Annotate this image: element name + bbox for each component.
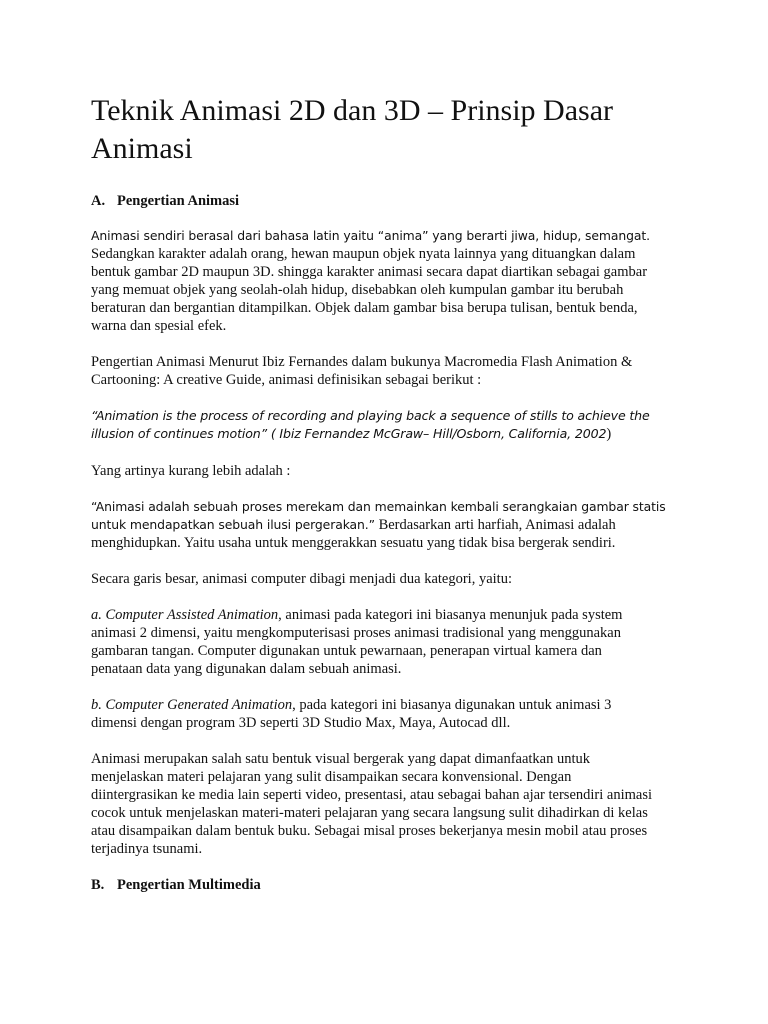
- title-line-1: Teknik Animasi 2D dan 3D – Prinsip Dasar: [91, 94, 614, 127]
- paragraph-category-b: [91, 696, 671, 732]
- quote-line: [91, 425, 671, 443]
- section-heading-b: [91, 876, 671, 894]
- section-letter-a: A.: [91, 193, 106, 209]
- paragraph-line: terjadinya tsunami.: [91, 841, 203, 857]
- english-quote: [91, 407, 671, 443]
- paragraph-line: Animasi merupakan salah satu bentuk visual bergerak yang dapat dimanfaatkan untuk: [91, 751, 591, 767]
- paragraph-definition: [91, 227, 671, 335]
- paragraph-translation: [91, 498, 671, 552]
- paragraph-animation-usage: [91, 750, 671, 858]
- category-a-term: a. Computer Assisted Animation: [91, 607, 279, 623]
- translation-continuation: Berdasarkan arti harfiah, Animasi adalah: [374, 517, 616, 533]
- paragraph-line: Cartooning: A creative Guide, animasi definisikan sebagai berikut :: [91, 372, 482, 388]
- paragraph-line: [91, 606, 671, 624]
- paragraph-line: warna dan spesial efek.: [91, 318, 227, 334]
- paragraph-line: Pengertian Animasi Menurut Ibiz Fernandes dalam bukunya Macromedia Flash Animation &: [91, 354, 633, 370]
- paragraph-line: penataan data yang digunakan dalam sebuah animasi.: [91, 661, 402, 677]
- document-page: [91, 92, 671, 911]
- paragraph-line: “Animasi adalah sebuah proses merekam dan memainkan kembali serangkaian gambar statis: [91, 499, 666, 514]
- paragraph-line: Secara garis besar, animasi computer dibagi menjadi dua kategori, yaitu:: [91, 571, 512, 587]
- paragraph-line: Yang artinya kurang lebih adalah :: [91, 463, 291, 479]
- paragraph-line: cocok untuk menjelaskan materi-materi pelajaran yang secara langsung sulit dihadirkan di kelas: [91, 805, 648, 821]
- section-title-b: Pengertian Multimedia: [117, 877, 261, 893]
- paragraph-line: [91, 516, 671, 534]
- paragraph-line: atau disampaikan dalam bentuk buku. Sebagai misal proses bekerjanya mesin mobil atau proses: [91, 823, 648, 839]
- section-title-a: Pengertian Animasi: [117, 193, 240, 209]
- paragraph-fernandes-intro: [91, 353, 671, 389]
- paragraph-line: animasi 2 dimensi, yaitu mengkomputerisasi proses animasi tradisional yang menggunakan: [91, 625, 621, 641]
- paragraph-line: [91, 696, 671, 714]
- quote-citation: illusion of continues motion” ( Ibiz Fernandez McGraw– Hill/Osborn, California, 2002: [91, 426, 607, 441]
- section-letter-b: B.: [91, 877, 105, 893]
- category-a-desc: , animasi pada kategori ini biasanya menunjuk pada system: [278, 607, 623, 623]
- quote-line: “Animation is the process of recording and playing back a sequence of stills to achieve the: [91, 408, 650, 423]
- paragraph-line: menjelaskan materi pelajaran yang sulit disampaikan secara konvensional. Dengan: [91, 769, 572, 785]
- paragraph-line: beraturan dan bergantian ditampilkan. Objek dalam gambar bisa berupa tulisan, bentuk benda,: [91, 300, 638, 316]
- paragraph-line: menghidupkan. Yaitu usaha untuk menggerakkan sesuatu yang tidak bisa bergerak sendiri.: [91, 535, 616, 551]
- category-b-desc: , pada kategori ini biasanya digunakan untuk animasi 3: [292, 697, 612, 713]
- paragraph-category-a: [91, 606, 671, 678]
- paragraph-line: Animasi sendiri berasal dari bahasa latin yaitu “anima” yang berarti jiwa, hidup, semangat.: [91, 228, 650, 243]
- category-b-term: b. Computer Generated Animation: [91, 697, 293, 713]
- paragraph-categories-intro: [91, 570, 671, 588]
- document-title: [91, 92, 671, 168]
- paragraph-line: diintergrasikan ke media lain seperti video, presentasi, atau sebagai bahan ajar tersendiri animasi: [91, 787, 652, 803]
- paragraph-translation-intro: [91, 462, 671, 480]
- paragraph-line: Sedangkan karakter adalah orang, hewan maupun objek nyata lainnya yang dituangkan dalam: [91, 246, 636, 262]
- quote-close-paren: ): [606, 426, 612, 442]
- paragraph-line: dimensi dengan program 3D seperti 3D Studio Max, Maya, Autocad dll.: [91, 715, 511, 731]
- translation-quote-end: untuk mendapatkan sebuah ilusi pergerakan.”: [91, 517, 375, 532]
- paragraph-line: bentuk gambar 2D maupun 3D. shingga karakter animasi secara dapat diartikan sebagai gambar: [91, 264, 648, 280]
- section-heading-a: [91, 192, 671, 210]
- title-line-2: Animasi: [91, 132, 193, 165]
- paragraph-line: gambaran tangan. Computer digunakan untuk pewarnaan, penerapan virtual kamera dan: [91, 643, 602, 659]
- paragraph-line: yang memuat objek yang seolah-olah hidup, disebabkan oleh kumpulan gambar itu berubah: [91, 282, 624, 298]
